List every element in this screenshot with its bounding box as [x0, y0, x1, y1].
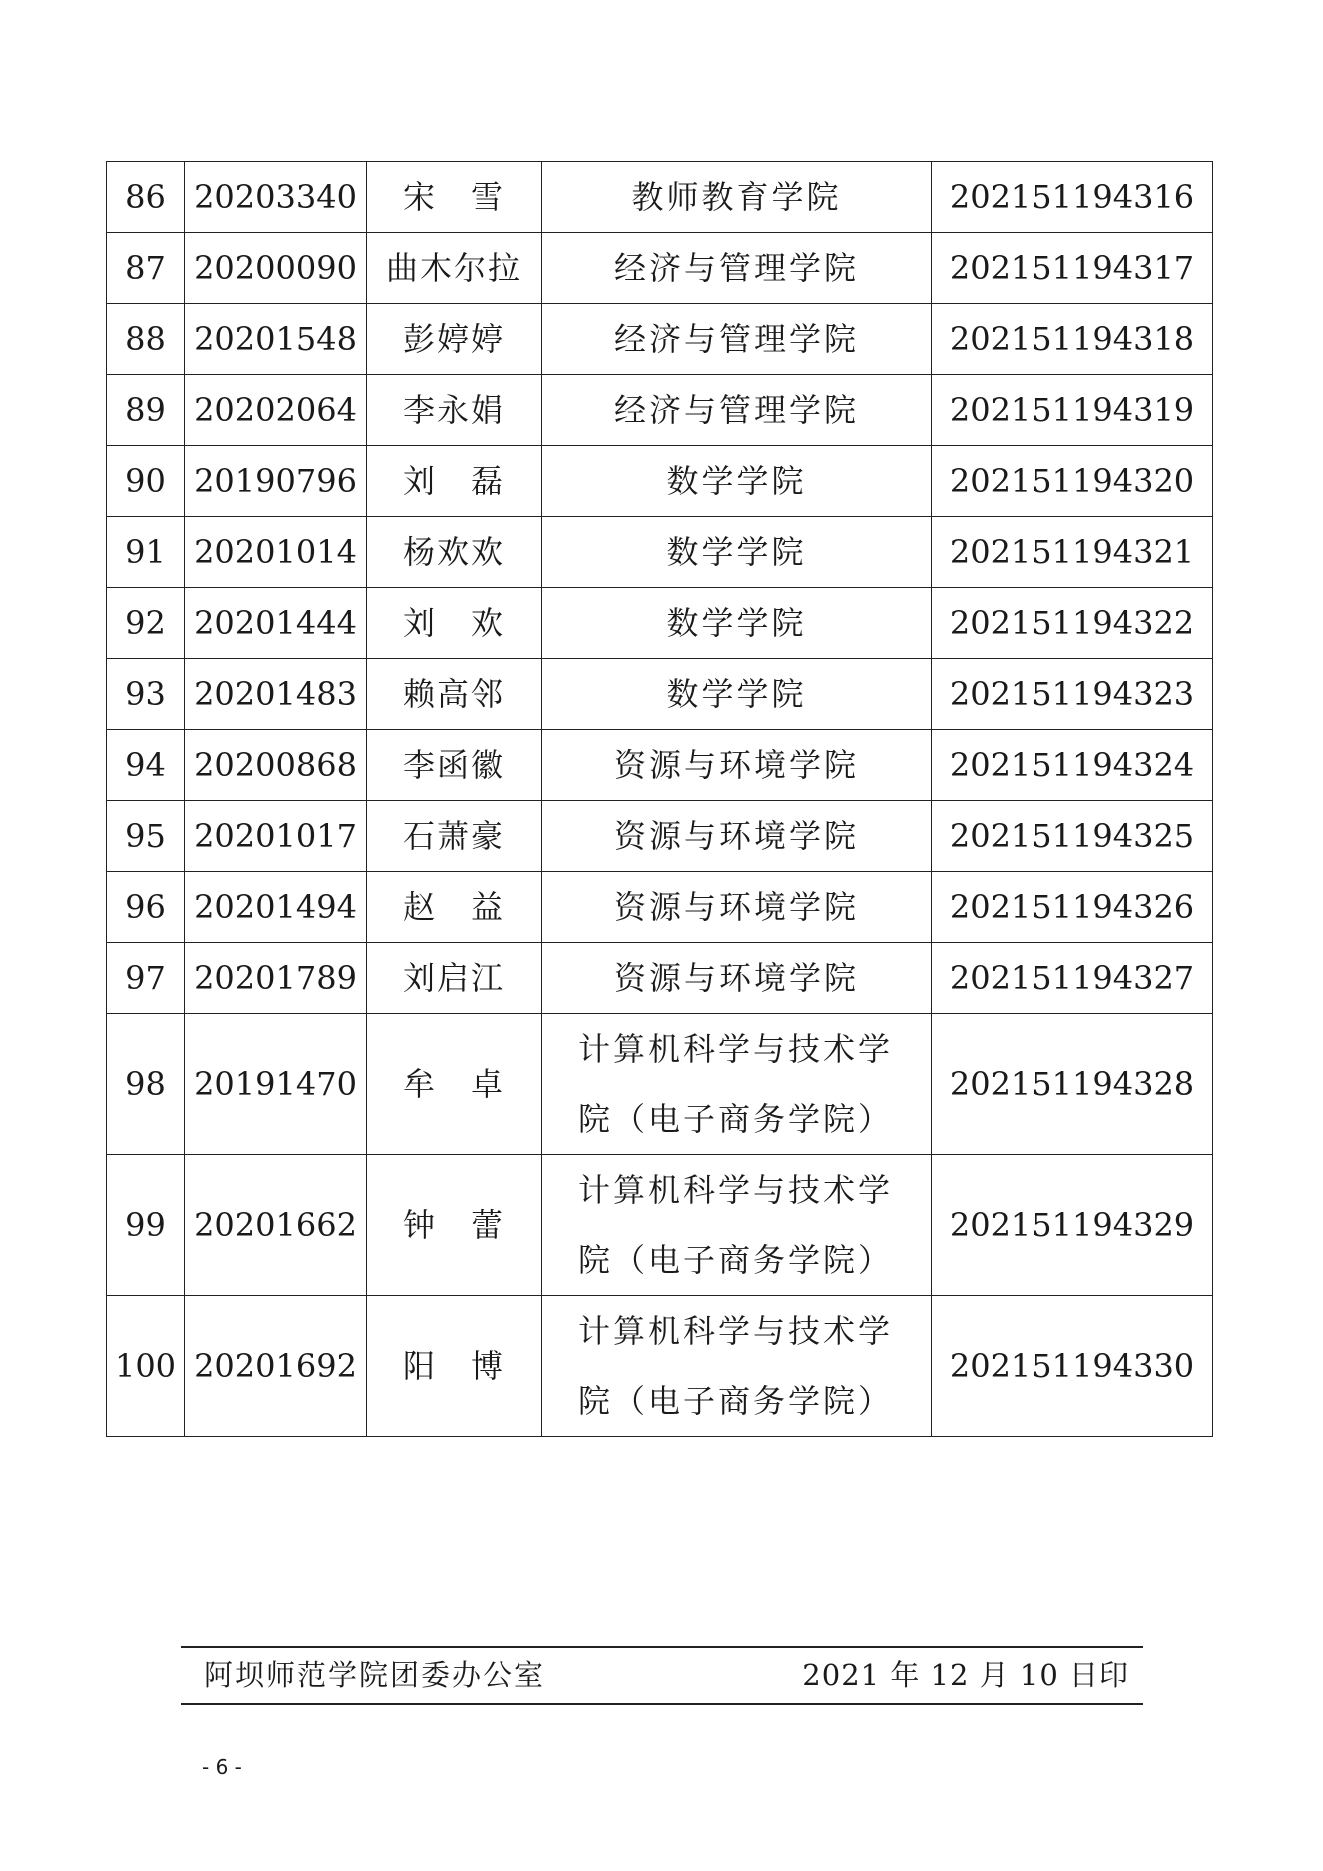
- row-number: 99: [107, 1155, 185, 1296]
- page-number: - 6 -: [202, 1755, 242, 1779]
- certificate-number: 202151194321: [932, 517, 1213, 588]
- row-number: 90: [107, 446, 185, 517]
- student-name: 刘启江: [367, 943, 542, 1014]
- certificate-number: 202151194318: [932, 304, 1213, 375]
- table-row: [107, 1296, 1213, 1437]
- table-row: [107, 659, 1213, 730]
- row-number: 92: [107, 588, 185, 659]
- college-name: 经济与管理学院: [542, 375, 932, 446]
- table-row: [107, 801, 1213, 872]
- college-name: 经济与管理学院: [542, 233, 932, 304]
- table-row: [107, 943, 1213, 1014]
- student-id: 20203340: [185, 162, 367, 233]
- certificate-number: 202151194317: [932, 233, 1213, 304]
- certificate-number: 202151194324: [932, 730, 1213, 801]
- table-row: [107, 1014, 1213, 1155]
- row-number: 95: [107, 801, 185, 872]
- student-id: 20201014: [185, 517, 367, 588]
- college-name: 资源与环境学院: [542, 801, 932, 872]
- student-name: 杨欢欢: [367, 517, 542, 588]
- certificate-number: 202151194326: [932, 872, 1213, 943]
- row-number: 93: [107, 659, 185, 730]
- certificate-number: 202151194328: [932, 1014, 1213, 1155]
- student-name: 刘 磊: [367, 446, 542, 517]
- row-number: 87: [107, 233, 185, 304]
- college-name: 资源与环境学院: [542, 872, 932, 943]
- college-name: 经济与管理学院: [542, 304, 932, 375]
- college-name: 数学学院: [542, 588, 932, 659]
- footer-divider-top: [181, 1646, 1143, 1648]
- student-name: 石萧豪: [367, 801, 542, 872]
- college-name: 计算机科学与技术学院（电子商务学院）: [542, 1296, 932, 1437]
- table-row: [107, 446, 1213, 517]
- college-name: 资源与环境学院: [542, 730, 932, 801]
- table-row: [107, 730, 1213, 801]
- college-name: 数学学院: [542, 446, 932, 517]
- student-name: 阳 博: [367, 1296, 542, 1437]
- student-id: 20201662: [185, 1155, 367, 1296]
- student-name: 李永娟: [367, 375, 542, 446]
- student-id: 20201017: [185, 801, 367, 872]
- table-row: [107, 517, 1213, 588]
- table-row: [107, 233, 1213, 304]
- table-row: [107, 588, 1213, 659]
- student-id: 20201789: [185, 943, 367, 1014]
- footer-divider-bottom: [181, 1703, 1143, 1705]
- college-name: 教师教育学院: [542, 162, 932, 233]
- student-name: 钟 蕾: [367, 1155, 542, 1296]
- student-id: 20202064: [185, 375, 367, 446]
- student-id: 20201444: [185, 588, 367, 659]
- college-name: 数学学院: [542, 659, 932, 730]
- table-row: [107, 304, 1213, 375]
- table-row: [107, 375, 1213, 446]
- row-number: 98: [107, 1014, 185, 1155]
- certificate-number: 202151194320: [932, 446, 1213, 517]
- row-number: 89: [107, 375, 185, 446]
- student-id: 20200868: [185, 730, 367, 801]
- student-id: 20200090: [185, 233, 367, 304]
- table-row: [107, 1155, 1213, 1296]
- student-name: 曲木尔拉: [367, 233, 542, 304]
- row-number: 94: [107, 730, 185, 801]
- certificate-number: 202151194325: [932, 801, 1213, 872]
- student-name: 牟 卓: [367, 1014, 542, 1155]
- certificate-number: 202151194322: [932, 588, 1213, 659]
- certificate-number: 202151194327: [932, 943, 1213, 1014]
- college-name: 资源与环境学院: [542, 943, 932, 1014]
- row-number: 96: [107, 872, 185, 943]
- student-id: 20201494: [185, 872, 367, 943]
- student-name: 赖高邻: [367, 659, 542, 730]
- row-number: 100: [107, 1296, 185, 1437]
- student-name: 彭婷婷: [367, 304, 542, 375]
- row-number: 91: [107, 517, 185, 588]
- row-number: 88: [107, 304, 185, 375]
- certificate-number: 202151194323: [932, 659, 1213, 730]
- footer-office: 阿坝师范学院团委办公室: [204, 1658, 546, 1692]
- student-id: 20201692: [185, 1296, 367, 1437]
- certificate-number: 202151194319: [932, 375, 1213, 446]
- row-number: 86: [107, 162, 185, 233]
- college-name: 数学学院: [542, 517, 932, 588]
- table-row: [107, 162, 1213, 233]
- certificate-number: 202151194316: [932, 162, 1213, 233]
- college-name: 计算机科学与技术学院（电子商务学院）: [542, 1014, 932, 1155]
- student-name: 赵 益: [367, 872, 542, 943]
- student-name: 李函徽: [367, 730, 542, 801]
- table-row: [107, 872, 1213, 943]
- certificate-number: 202151194330: [932, 1296, 1213, 1437]
- student-id: 20190796: [185, 446, 367, 517]
- student-name: 刘 欢: [367, 588, 542, 659]
- student-id: 20201483: [185, 659, 367, 730]
- roster-table-body: [107, 162, 1213, 1437]
- row-number: 97: [107, 943, 185, 1014]
- college-name: 计算机科学与技术学院（电子商务学院）: [542, 1155, 932, 1296]
- student-name: 宋 雪: [367, 162, 542, 233]
- student-id: 20201548: [185, 304, 367, 375]
- student-id: 20191470: [185, 1014, 367, 1155]
- certificate-number: 202151194329: [932, 1155, 1213, 1296]
- roster-table: [106, 161, 1213, 1437]
- footer-print-date: 2021 年 12 月 10 日印: [802, 1658, 1129, 1692]
